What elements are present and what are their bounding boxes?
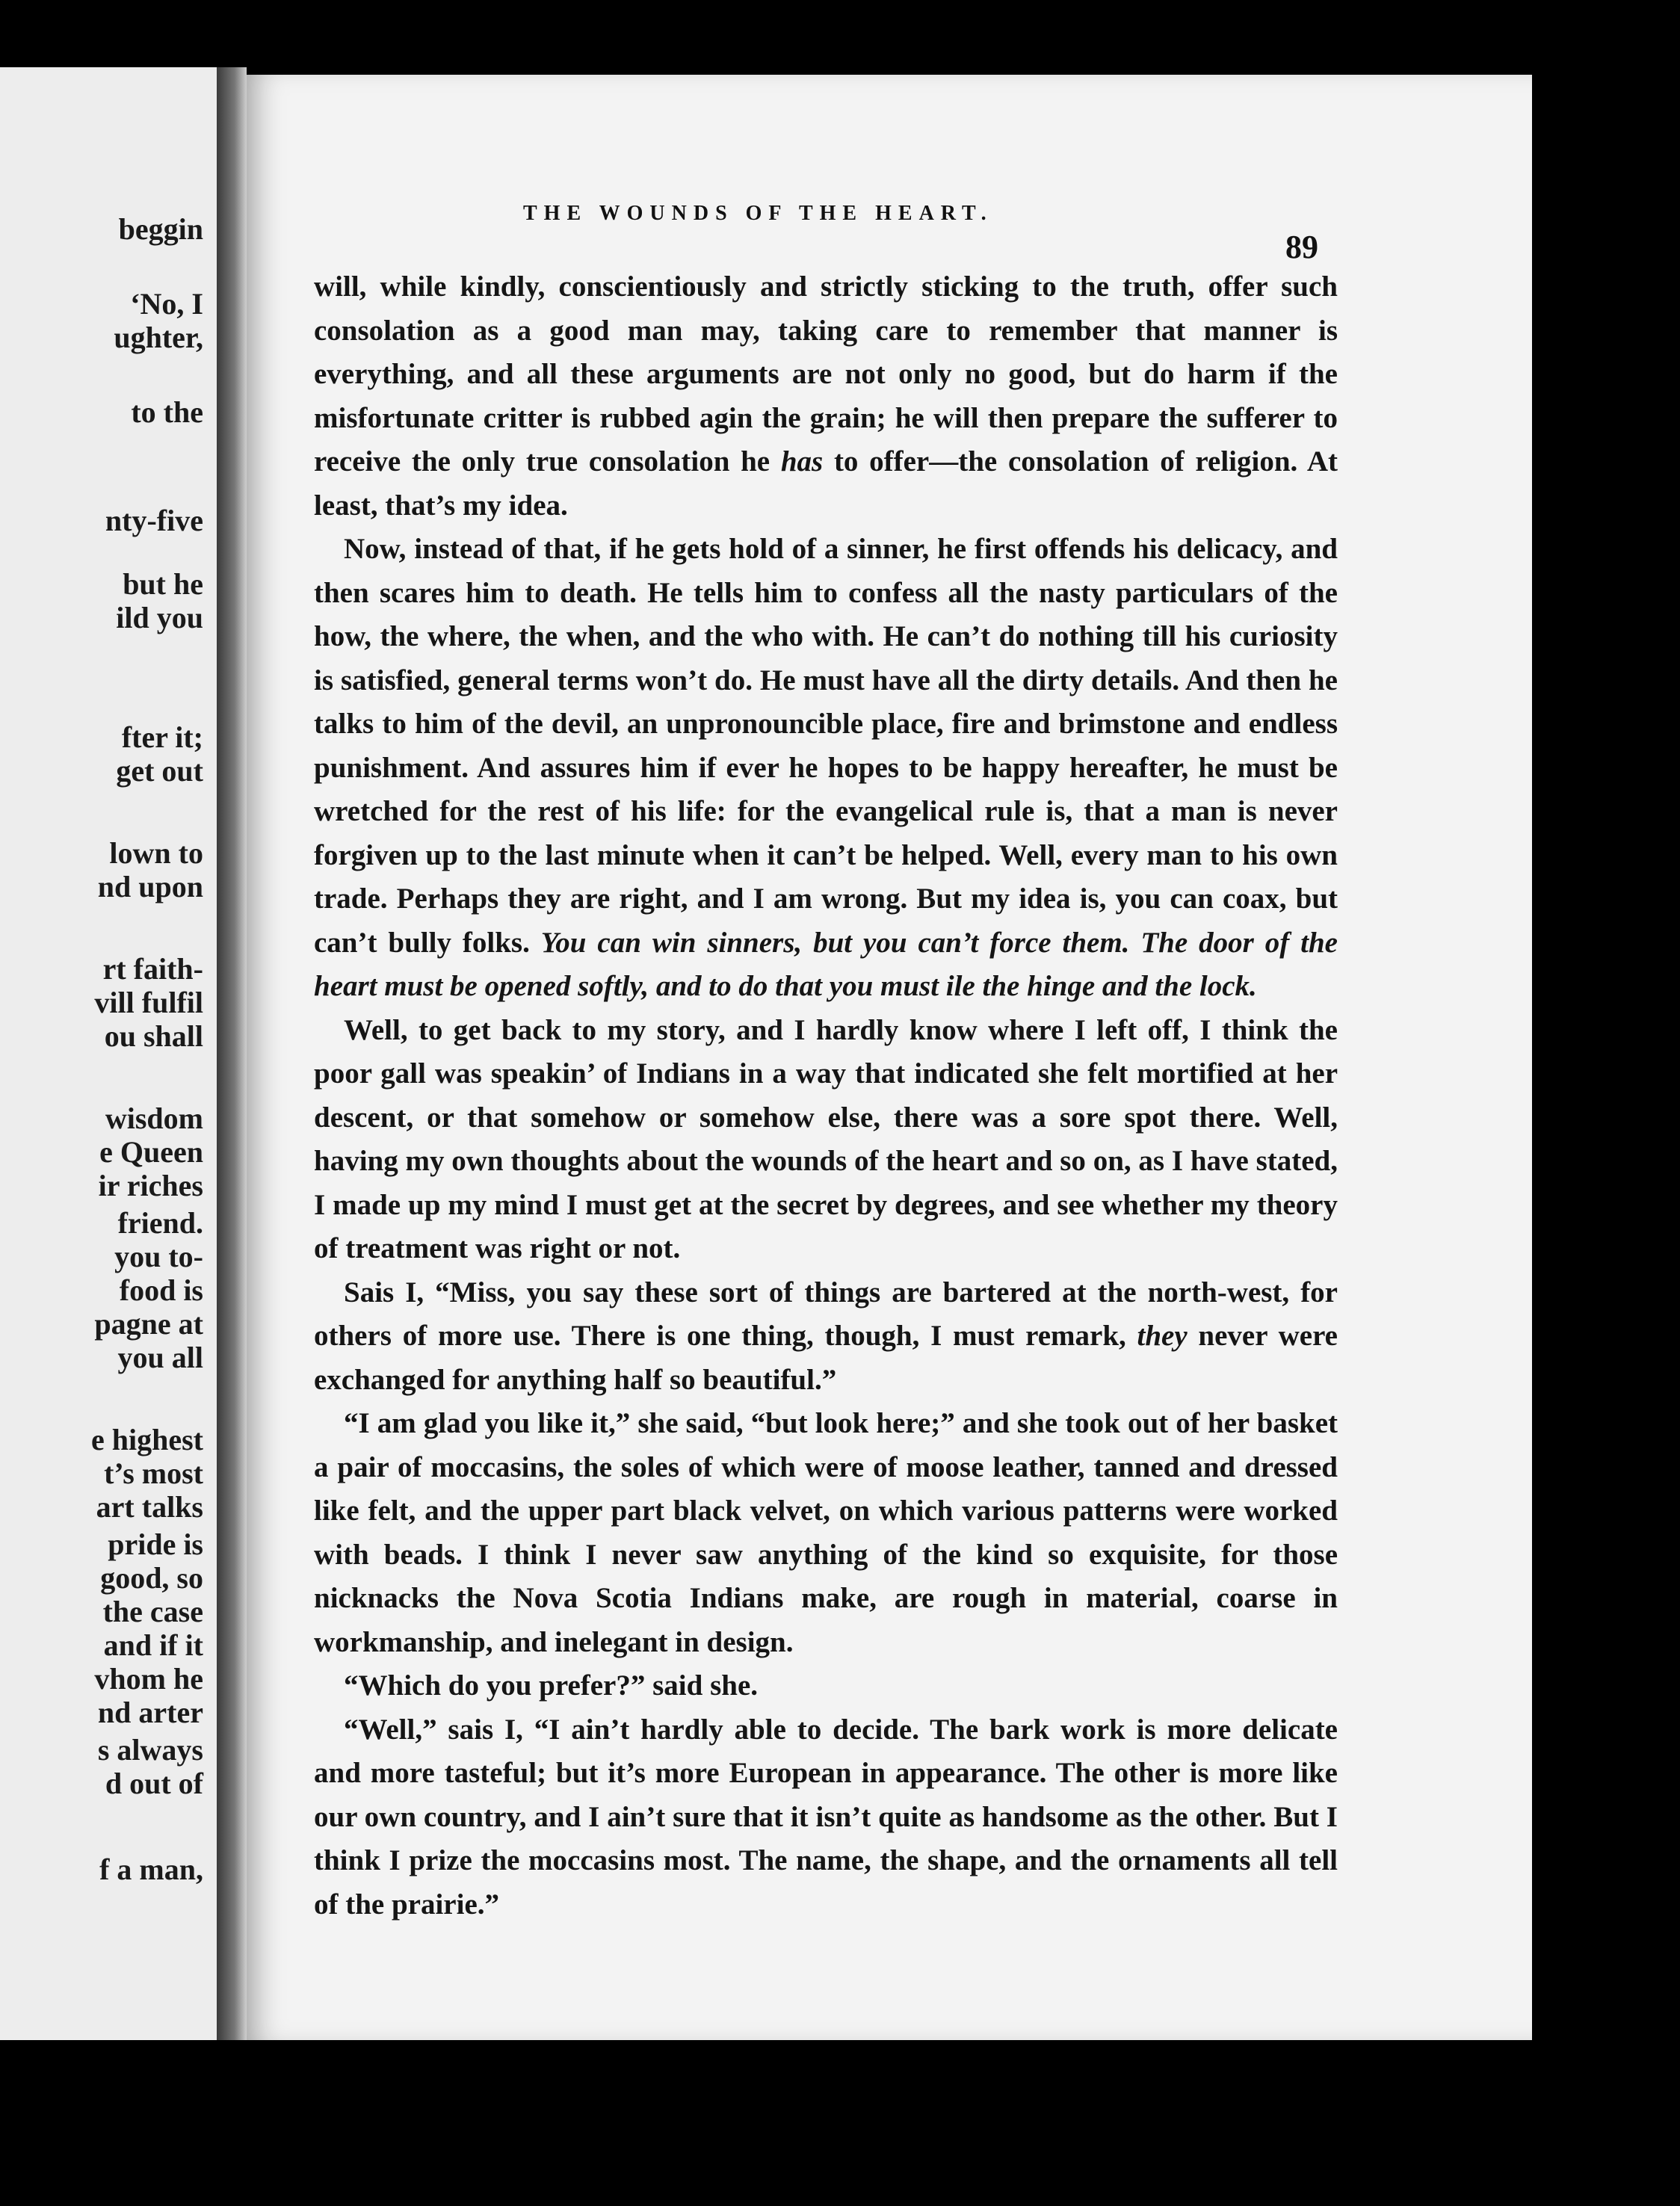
- paragraph: [314, 265, 1338, 528]
- facing-page-line: d out of: [105, 1767, 203, 1800]
- facing-page-line: nd upon: [97, 870, 203, 903]
- facing-page-line: and if it: [103, 1628, 203, 1662]
- facing-page-line: vhom he: [94, 1662, 203, 1696]
- facing-page-line: t’s most: [104, 1456, 203, 1490]
- facing-page-line: the case: [102, 1595, 203, 1628]
- facing-page-line: you to-: [114, 1240, 203, 1273]
- paragraph-text: never were exchanged for anything half so beautiful.”: [314, 1320, 1338, 1396]
- book-gutter: [217, 67, 247, 2040]
- facing-page-line: e Queen: [99, 1135, 203, 1169]
- facing-page-line: s always: [97, 1733, 203, 1767]
- paragraph-text: will, while kindly, conscientiously and strictly sticking to the truth, offer such consolation as a good man may, taking care to remember that manner is everything, and all these arguments are not only no good, but do harm if the misfortunate critter is rubbed agin the grain; he will then prepare the sufferer to receive the only true consolation he: [314, 271, 1338, 478]
- facing-page-line: beggin: [118, 212, 203, 246]
- facing-page-line: to the: [131, 395, 203, 429]
- facing-page-line: but he: [123, 567, 203, 601]
- book-page: [247, 75, 1532, 2040]
- paragraph-text: Now, instead of that, if he gets hold of a sinner, he first offends his delicacy, and then scares him to death. He tells him to confess all the nasty particulars of the how, the where, the when, and the who with. He can’t do nothing till his curiosity is satisfied, general terms won’t do. He must have all the dirty details. And then he talks to him of the devil, an unpronouncible place, fire and brimstone and endless punishment. And assures him if ever he hopes to be happy hereafter, he must be wretched for the rest of his life: for the evangelical rule is, that a man is never forgiven up to the last minute when it can’t be helped. Well, every man to his own trade. Perhaps they are right, and I am wrong. But my idea is, you can coax, but can’t bully folks.: [314, 533, 1338, 959]
- facing-page-line: f a man,: [99, 1853, 203, 1886]
- facing-page-line: nty-five: [105, 504, 203, 537]
- italic-text: has: [780, 445, 824, 478]
- paragraph: Well, to get back to my story, and I hardly know where I left off, I think the poor gall was speakin’ of Indians in a way that indicated she felt mortified at her descent, or that somehow or somehow else, there was a sore spot there. Well, having my own thoughts about the wounds of the heart and so on, as I have stated, I made up my mind I must get at the secret by degrees, and see whether my theory of treatment was right or not.: [314, 1013, 1338, 1264]
- facing-page-line: friend.: [117, 1206, 203, 1240]
- paragraph: “Which do you prefer?” said she.: [344, 1669, 758, 1702]
- facing-page-line: ild you: [116, 601, 203, 634]
- facing-page-line: nd arter: [97, 1696, 203, 1729]
- facing-page-line: lown to: [109, 836, 203, 870]
- facing-page-line: pagne at: [94, 1307, 203, 1341]
- facing-page-line: pride is: [108, 1527, 203, 1561]
- paragraph: “Well,” sais I, “I ain’t hardly able to decide. The bark work is more delicate and more tasteful; but it’s more European in appearance. The other is more like our own country, and I ain’t sure that it isn’t quite as handsome as the other. But I think I prize the moccasins most. The name, the shape, and the ornaments all tell of the prairie.”: [314, 1713, 1338, 1921]
- paragraph-text: to offer—the consolation of religion. At least, that’s my idea.: [314, 445, 1338, 522]
- facing-page-line: vill fulfil: [94, 986, 203, 1019]
- facing-page-line: you all: [117, 1341, 203, 1374]
- facing-page-line: good, so: [100, 1561, 203, 1595]
- facing-page-line: ‘No, I: [130, 287, 203, 321]
- page-number: 89: [1285, 229, 1318, 265]
- running-header: THE WOUNDS OF THE HEART.: [523, 202, 993, 225]
- facing-page-line: e highest: [91, 1423, 203, 1456]
- paragraph: [314, 1271, 1338, 1403]
- facing-page-fragment: [0, 67, 223, 2040]
- paragraph-text: Sais I, “Miss, you say these sort of things are bartered at the north-west, for others of more use. There is one thing, though, I must remark,: [314, 1276, 1338, 1352]
- facing-page-line: fter it;: [121, 720, 203, 754]
- facing-page-line: get out: [116, 754, 203, 788]
- paragraph: “I am glad you like it,” she said, “but look here;” and she took out of her basket a pair of moccasins, the soles of which were of moose leather, tanned and dressed like felt, and the upper part black velvet, on which various patterns were worked with beads. I think I never saw anything of the kind so exquisite, for those nicknacks the Nova Scotia Indians make, are rough in material, coarse in workmanship, and inelegant in design.: [314, 1407, 1338, 1658]
- italic-text: You can win sinners, but you can’t force them. The door of the heart must be opened softly, and to do that you must ile the hinge and the lock.: [314, 926, 1338, 1002]
- facing-page-line: ir riches: [98, 1169, 203, 1202]
- facing-page-line: rt faith-: [102, 952, 203, 986]
- facing-page-line: art talks: [96, 1490, 203, 1524]
- facing-page-line: wisdom: [105, 1102, 203, 1135]
- page-body: [314, 265, 1338, 1927]
- paragraph: [314, 528, 1338, 1009]
- facing-page-line: ughter,: [114, 321, 203, 354]
- facing-page-line: ou shall: [104, 1019, 203, 1053]
- facing-page-line: food is: [119, 1273, 203, 1307]
- italic-text: they: [1137, 1320, 1188, 1352]
